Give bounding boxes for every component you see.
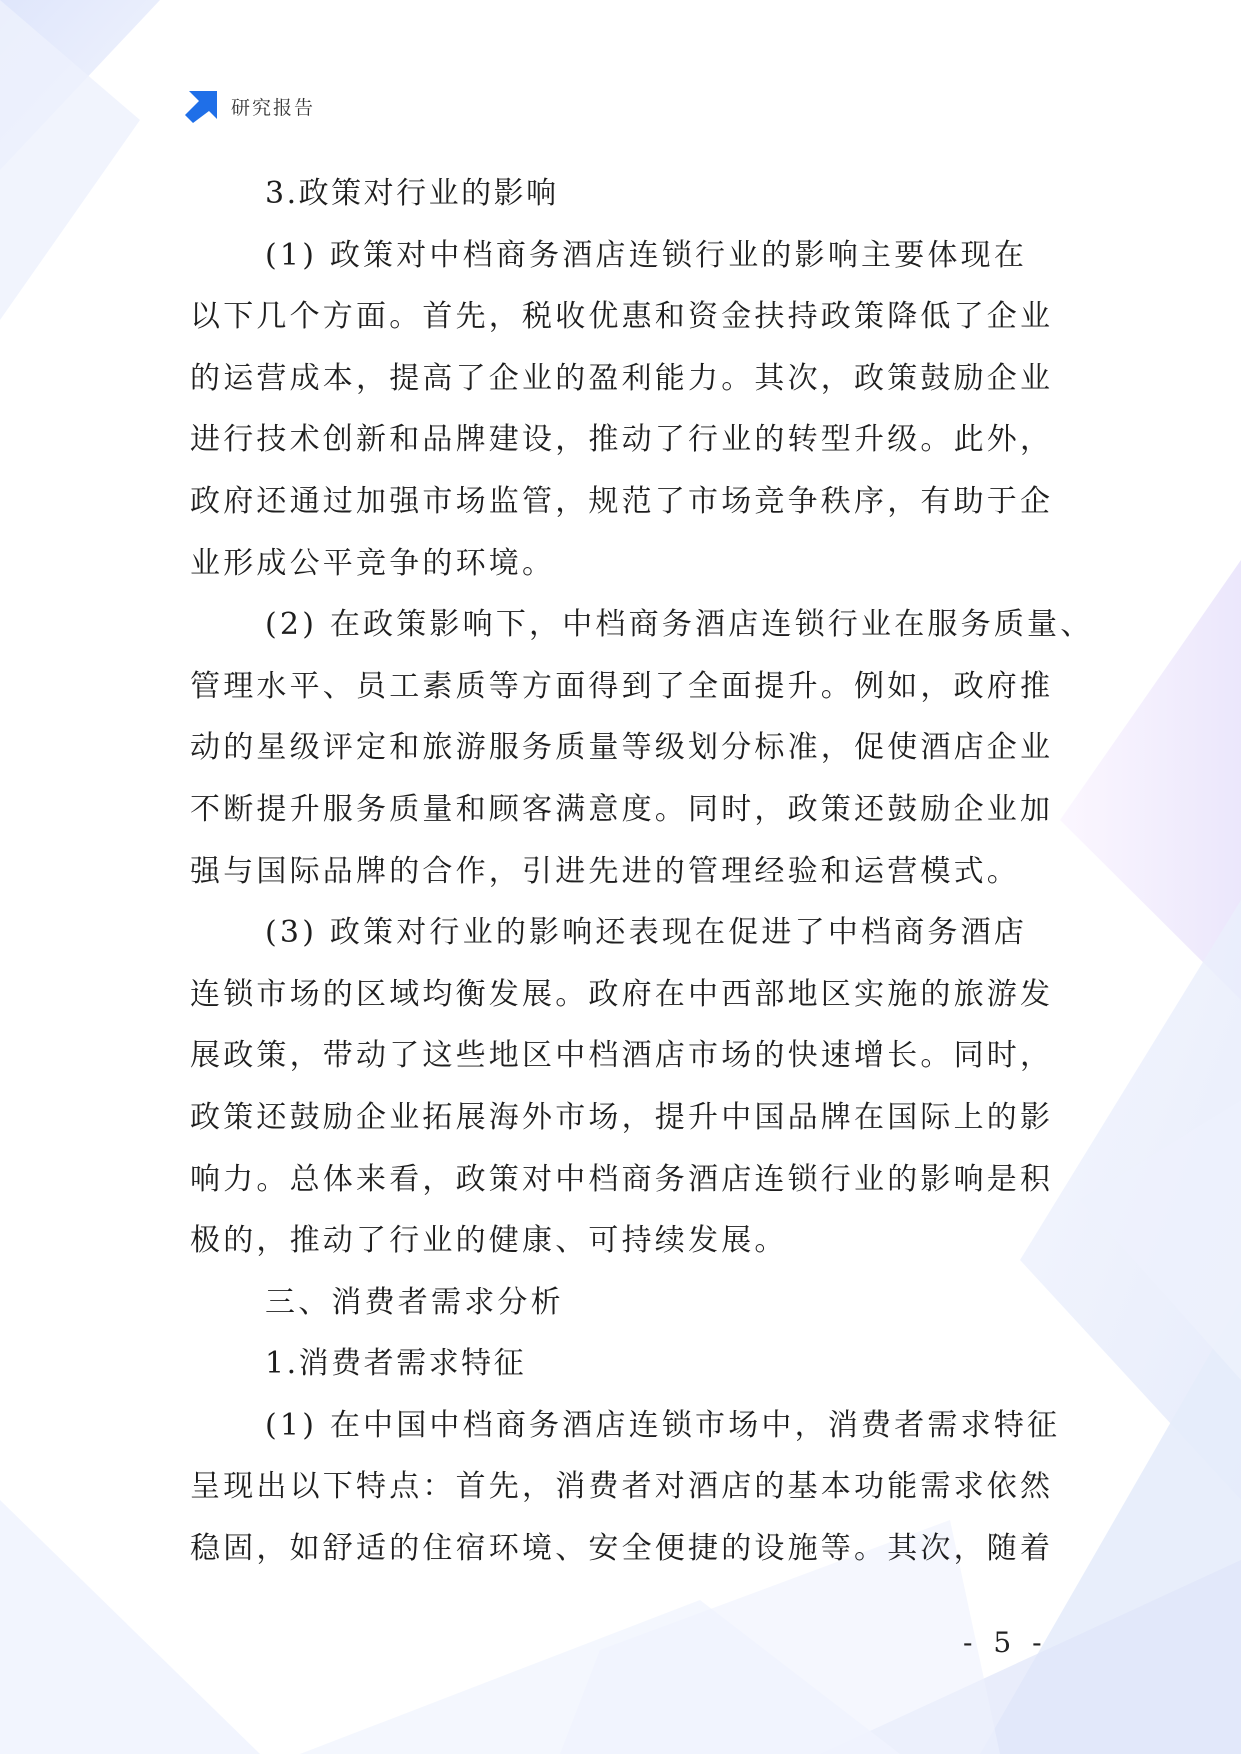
subsection-heading: 1.消费者需求特征 (265, 1346, 527, 1382)
text-line: 强与国际品牌的合作，引进先进的管理经验和运营模式。 (190, 853, 1020, 889)
text-line: 展政策，带动了这些地区中档酒店市场的快速增长。同时， (190, 1038, 1054, 1074)
text-line: 极的，推动了行业的健康、可持续发展。 (190, 1223, 788, 1259)
text-line: 进行技术创新和品牌建设，推动了行业的转型升级。此外， (190, 422, 1054, 458)
section-heading: 三、消费者需求分析 (265, 1284, 564, 1320)
text-line: 稳固，如舒适的住宿环境、安全便捷的设施等。其次，随着 (190, 1531, 1054, 1567)
text-line: 的运营成本，提高了企业的盈利能力。其次，政策鼓励企业 (190, 360, 1054, 396)
text-line: 响力。总体来看，政策对中档商务酒店连锁行业的影响是积 (190, 1161, 1054, 1197)
subsection-heading: 3.政策对行业的影响 (265, 176, 559, 211)
text-line: 政策还鼓励企业拓展海外市场，提升中国品牌在国际上的影 (190, 1099, 1054, 1135)
page-number: - 5 - (963, 1626, 1048, 1659)
text-line: (1) 在中国中档商务酒店连锁市场中，消费者需求特征 (265, 1407, 1061, 1443)
report-header (185, 86, 315, 126)
text-line: 连锁市场的区域均衡发展。政府在中西部地区实施的旅游发 (190, 976, 1054, 1012)
text-line: (2) 在政策影响下，中档商务酒店连锁行业在服务质量、 (265, 607, 1094, 643)
arrow-up-right-icon (185, 89, 219, 123)
text-line: 业形成公平竞争的环境。 (190, 545, 556, 581)
text-line: 呈现出以下特点：首先，消费者对酒店的基本功能需求依然 (190, 1469, 1054, 1505)
text-line: 管理水平、员工素质等方面得到了全面提升。例如，政府推 (190, 668, 1054, 704)
text-line: 政府还通过加强市场监管，规范了市场竞争秩序，有助于企 (190, 483, 1054, 519)
header-title: 研究报告 (231, 96, 316, 119)
text-line: (1) 政策对中档商务酒店连锁行业的影响主要体现在 (265, 237, 1028, 273)
text-line: (3) 政策对行业的影响还表现在促进了中档商务酒店 (265, 915, 1028, 951)
document-body (190, 163, 1094, 1580)
text-line: 动的星级评定和旅游服务质量等级划分标准，促使酒店企业 (190, 730, 1054, 766)
text-line: 以下几个方面。首先，税收优惠和资金扶持政策降低了企业 (190, 299, 1054, 335)
text-line: 不断提升服务质量和顾客满意度。同时，政策还鼓励企业加 (190, 791, 1054, 827)
